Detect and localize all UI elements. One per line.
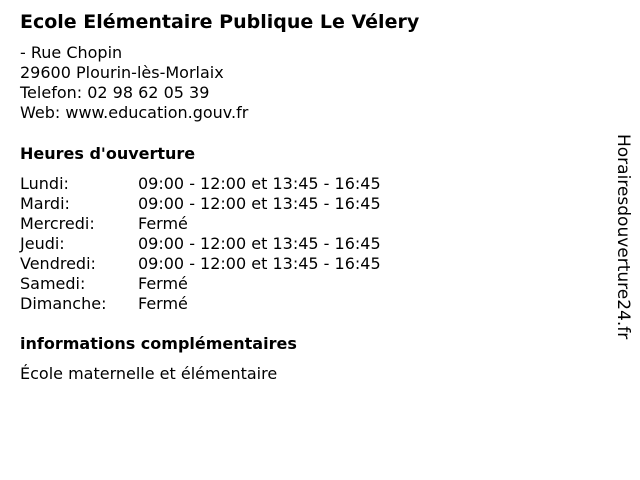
time-value: Fermé	[138, 274, 188, 293]
watermark	[612, 134, 634, 374]
time-value: Fermé	[138, 294, 188, 313]
day-label: Dimanche:	[20, 294, 107, 313]
day-label: Samedi:	[20, 274, 86, 293]
day-label: Lundi:	[20, 174, 69, 193]
time-value: 09:00 - 12:00 et 13:45 - 16:45	[138, 234, 381, 253]
website: Web: www.education.gouv.fr	[20, 103, 249, 122]
hours-heading: Heures d'ouverture	[20, 144, 196, 163]
time-value: 09:00 - 12:00 et 13:45 - 16:45	[138, 174, 381, 193]
day-label: Vendredi:	[20, 254, 96, 273]
phone-number: Telefon: 02 98 62 05 39	[20, 83, 210, 102]
time-value: Fermé	[138, 214, 188, 233]
day-label: Mardi:	[20, 194, 70, 213]
page-title: Ecole Elémentaire Publique Le Vélery	[20, 11, 420, 33]
watermark-text: Horairesdouverture24.fr	[613, 134, 633, 340]
city-address: 29600 Plourin-lès-Morlaix	[20, 63, 224, 82]
time-value: 09:00 - 12:00 et 13:45 - 16:45	[138, 254, 381, 273]
info-heading: informations complémentaires	[20, 334, 297, 353]
day-label: Jeudi:	[20, 234, 65, 253]
day-label: Mercredi:	[20, 214, 95, 233]
info-text: École maternelle et élémentaire	[20, 364, 278, 383]
time-value: 09:00 - 12:00 et 13:45 - 16:45	[138, 194, 381, 213]
address-block	[20, 43, 248, 123]
street-address: - Rue Chopin	[20, 43, 123, 62]
